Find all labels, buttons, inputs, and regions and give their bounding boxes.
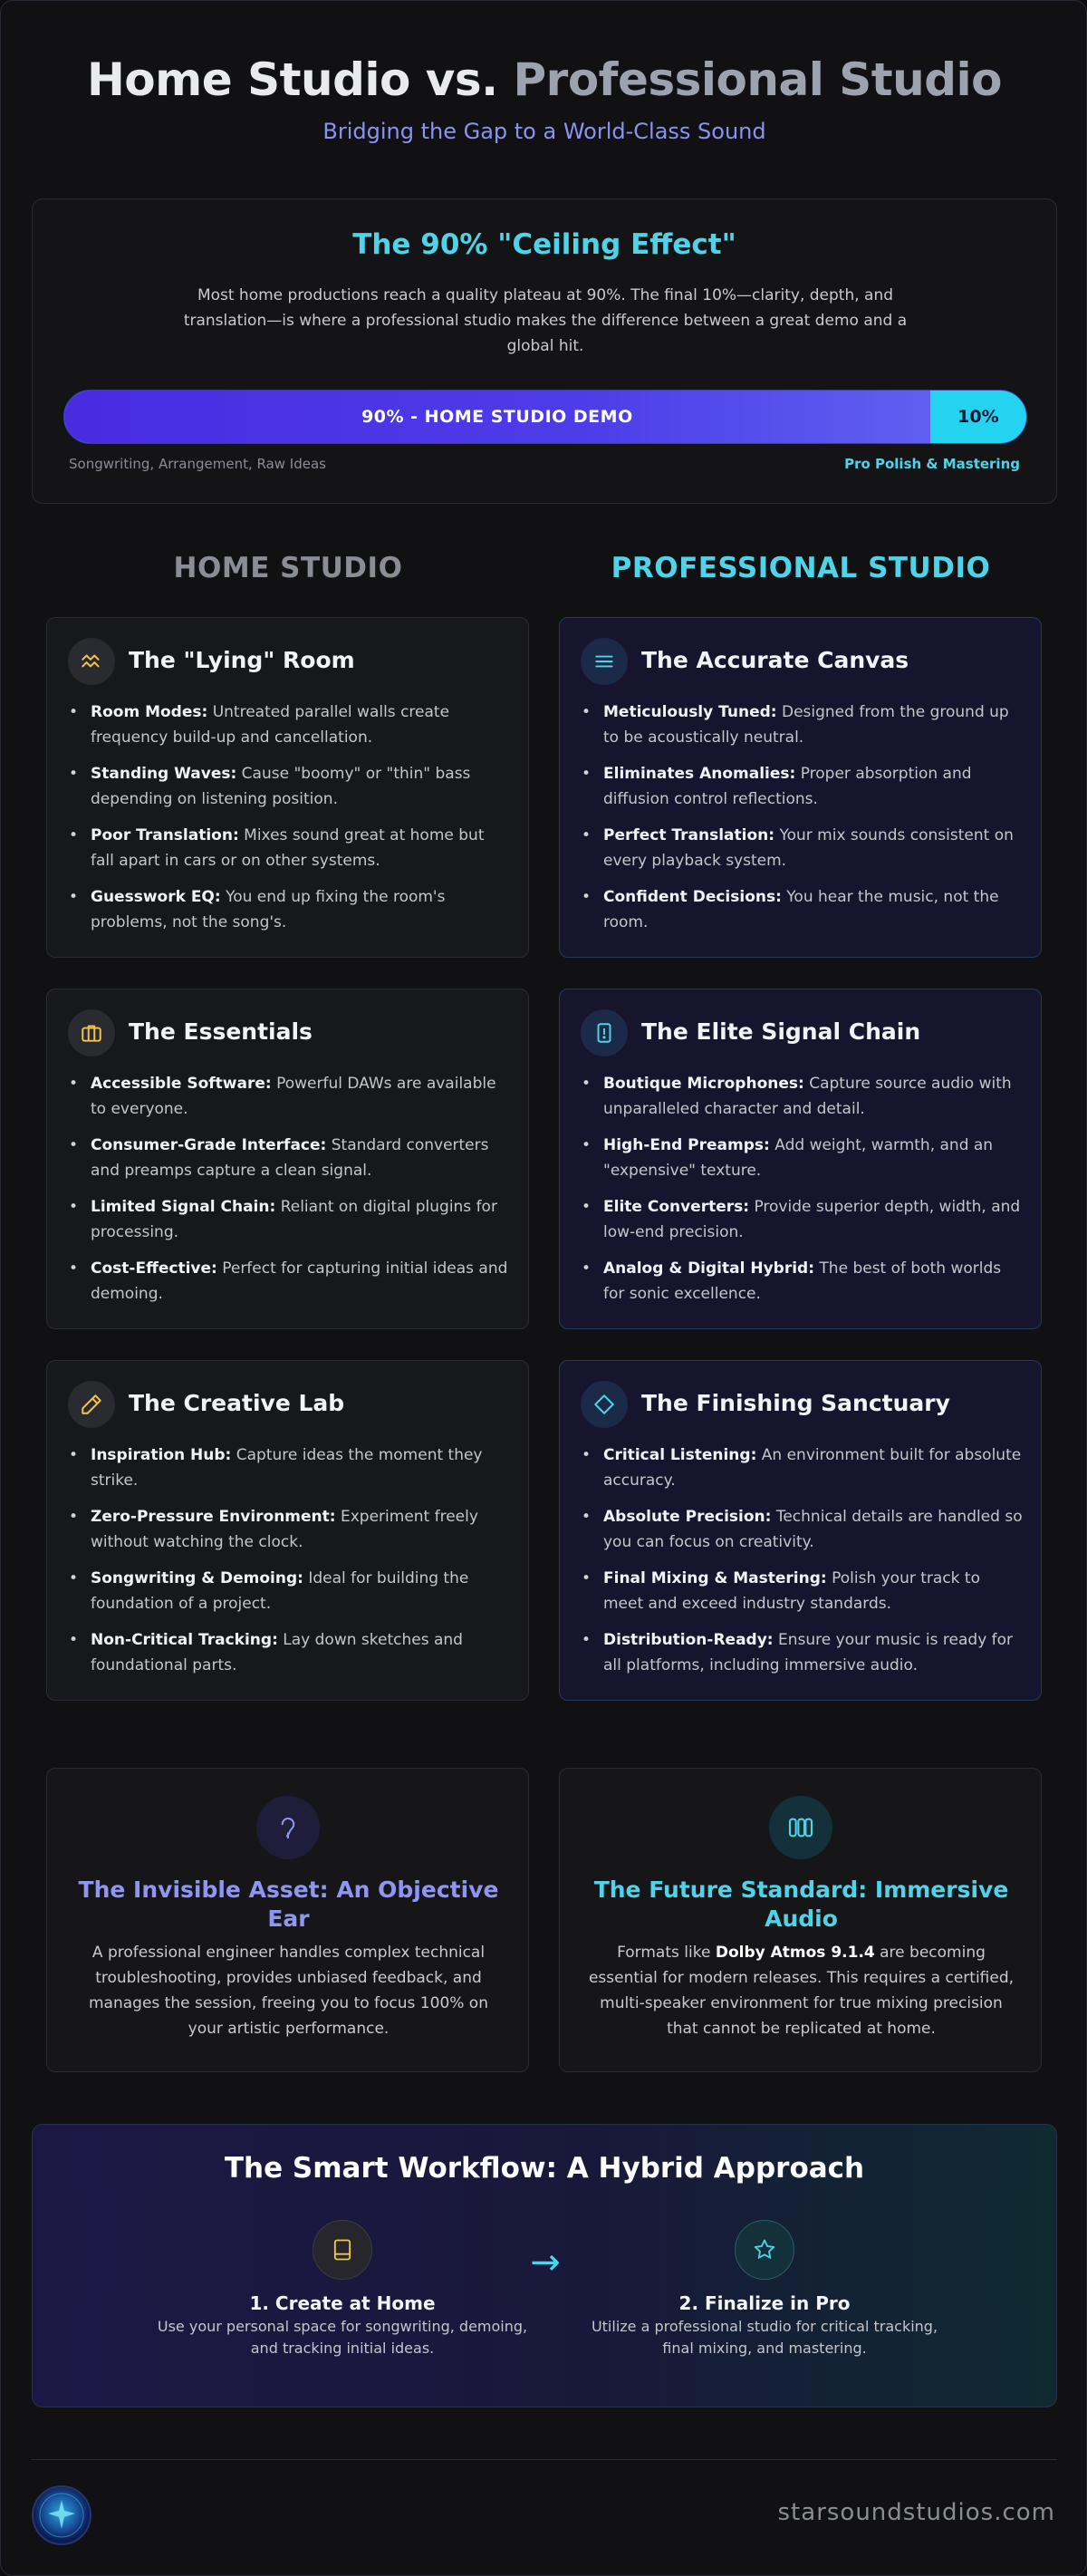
home-segment-caption: Songwriting, Arrangement, Raw Ideas	[69, 456, 326, 472]
objective-ear-card	[46, 1768, 529, 2072]
pro-studio-heading: PROFESSIONAL STUDIO	[611, 552, 991, 584]
briefcase-icon	[68, 1009, 115, 1056]
workflow-step-finalize	[574, 2220, 955, 2359]
list-item: • Distribution-Ready: Ensure your music is ready for all platforms, including immersive audio.	[581, 1627, 1024, 1678]
menu-lines-icon	[581, 638, 628, 685]
page-subtitle: Bridging the Gap to a World-Class Sound	[322, 119, 766, 144]
ceiling-description: Most home productions reach a quality plateau at 90%. The final 10%—clarity, depth, and translation—is where a professional studio makes the difference between a great demo and a global hit.	[183, 286, 908, 355]
arrow-right-icon: →	[530, 2242, 561, 2283]
card-list	[581, 1071, 1024, 1317]
website-link[interactable]: starsoundstudios.com	[777, 2499, 1055, 2526]
step-body: Use your personal space for songwriting, demoing, and tracking initial ideas.	[157, 2318, 528, 2357]
title-pro-part: Professional Studio	[513, 53, 1003, 106]
pro-segment-caption: Pro Polish & Mastering	[844, 456, 1020, 472]
list-item: • Perfect Translation: Your mix sounds consistent on every playback system.	[581, 823, 1024, 873]
home-card-creative-lab	[46, 1360, 529, 1701]
asset-title: The Future Standard: Immersive Audio	[593, 1877, 1009, 1932]
step-title: 2. Finalize in Pro	[678, 2292, 851, 2314]
list-item: • Elite Converters: Provide superior depth, width, and low-end precision.	[581, 1194, 1024, 1245]
card-title: The Finishing Sanctuary	[641, 1390, 950, 1416]
list-item: • Zero-Pressure Environment: Experiment freely without watching the clock.	[68, 1504, 512, 1555]
notebook-icon	[313, 2220, 372, 2280]
workflow-step-create	[152, 2220, 533, 2359]
pro-card-signal-chain	[559, 989, 1042, 1329]
list-item: • Critical Listening: An environment built for absolute accuracy.	[581, 1442, 1024, 1493]
list-item: • Non-Critical Tracking: Lay down sketches and foundational parts.	[68, 1627, 512, 1678]
card-list	[581, 1442, 1024, 1689]
hybrid-workflow-panel	[32, 2124, 1057, 2407]
list-item: • Standing Waves: Cause "boomy" or "thin" bass depending on listening position.	[68, 761, 512, 812]
list-item: • Songwriting & Demoing: Ideal for building the foundation of a project.	[68, 1566, 512, 1616]
list-item: • Eliminates Anomalies: Proper absorption and diffusion control reflections.	[581, 761, 1024, 812]
asset-body: A professional engineer handles complex technical troubleshooting, provides unbiased feedback, and manages the session, freeing you to focus 100% on your artistic performance.	[89, 1944, 488, 2038]
ceiling-effect-panel	[32, 198, 1057, 504]
list-item: • Guesswork EQ: You end up fixing the room's problems, not the song's.	[68, 884, 512, 935]
device-icon	[581, 1009, 628, 1056]
pro-card-finishing	[559, 1360, 1042, 1701]
list-item: • Inspiration Hub: Capture ideas the moment they strike.	[68, 1442, 512, 1493]
list-item: • Final Mixing & Mastering: Polish your track to meet and exceed industry standards.	[581, 1566, 1024, 1616]
star-icon	[735, 2220, 794, 2280]
list-item: • Room Modes: Untreated parallel walls create frequency build-up and cancellation.	[68, 699, 512, 750]
list-item: • Cost-Effective: Perfect for capturing initial ideas and demoing.	[68, 1256, 512, 1307]
studio-logo	[32, 2485, 91, 2545]
list-item: • Poor Translation: Mixes sound great at home but fall apart in cars or on other systems.	[68, 823, 512, 873]
list-item: • Boutique Microphones: Capture source audio with unparalleled character and detail.	[581, 1071, 1024, 1122]
list-item: • Absolute Precision: Technical details are handled so you can focus on creativity.	[581, 1504, 1024, 1555]
card-title: The Essentials	[129, 1018, 313, 1045]
card-title: The "Lying" Room	[129, 647, 355, 673]
step-title: 1. Create at Home	[249, 2292, 436, 2314]
quality-progress-bar	[63, 390, 1027, 444]
card-list	[68, 1442, 512, 1689]
pencil-icon	[68, 1381, 115, 1428]
list-item: • Accessible Software: Powerful DAWs are available to everyone.	[68, 1071, 512, 1122]
home-studio-heading: HOME STUDIO	[173, 552, 403, 584]
speakers-icon	[769, 1796, 832, 1859]
ear-icon	[256, 1796, 320, 1859]
footer-divider	[32, 2459, 1057, 2460]
asset-title: The Invisible Asset: An Objective Ear	[78, 1877, 499, 1932]
list-item: • Confident Decisions: You hear the music, not the room.	[581, 884, 1024, 935]
card-list	[68, 699, 512, 946]
card-list	[581, 699, 1024, 946]
step-body: Utilize a professional studio for critical tracking, final mixing, and mastering.	[591, 2318, 938, 2357]
home-studio-segment: 90% - HOME STUDIO DEMO	[64, 391, 930, 443]
home-card-room	[46, 617, 529, 958]
page-title	[1, 53, 1087, 106]
card-title: The Creative Lab	[129, 1390, 345, 1416]
title-home-part: Home Studio vs.	[86, 53, 514, 106]
workflow-title: The Smart Workflow: A Hybrid Approach	[224, 2152, 865, 2185]
list-item: • Analog & Digital Hybrid: The best of both worlds for sonic excellence.	[581, 1256, 1024, 1307]
list-item: • Consumer-Grade Interface: Standard converters and preamps capture a clean signal.	[68, 1133, 512, 1183]
list-item: • High-End Preamps: Add weight, warmth, and an "expensive" texture.	[581, 1133, 1024, 1183]
ceiling-title: The 90% "Ceiling Effect"	[352, 228, 736, 261]
card-list	[68, 1071, 512, 1317]
card-title: The Accurate Canvas	[641, 647, 909, 673]
pro-studio-segment: 10%	[957, 407, 999, 427]
card-title: The Elite Signal Chain	[641, 1018, 921, 1045]
list-item: • Meticulously Tuned: Designed from the ground up to be acoustically neutral.	[581, 699, 1024, 750]
list-item: • Limited Signal Chain: Reliant on digital plugins for processing.	[68, 1194, 512, 1245]
pro-card-canvas	[559, 617, 1042, 958]
diamond-icon	[581, 1381, 628, 1428]
asset-body: Formats like Dolby Atmos 9.1.4 are becoming essential for modern releases. This requires a certified, multi-speaker environment for true mixing precision that cannot be replicated at home.	[588, 1944, 1015, 2038]
waves-icon	[68, 638, 115, 685]
home-card-essentials	[46, 989, 529, 1329]
immersive-audio-card	[559, 1768, 1042, 2072]
